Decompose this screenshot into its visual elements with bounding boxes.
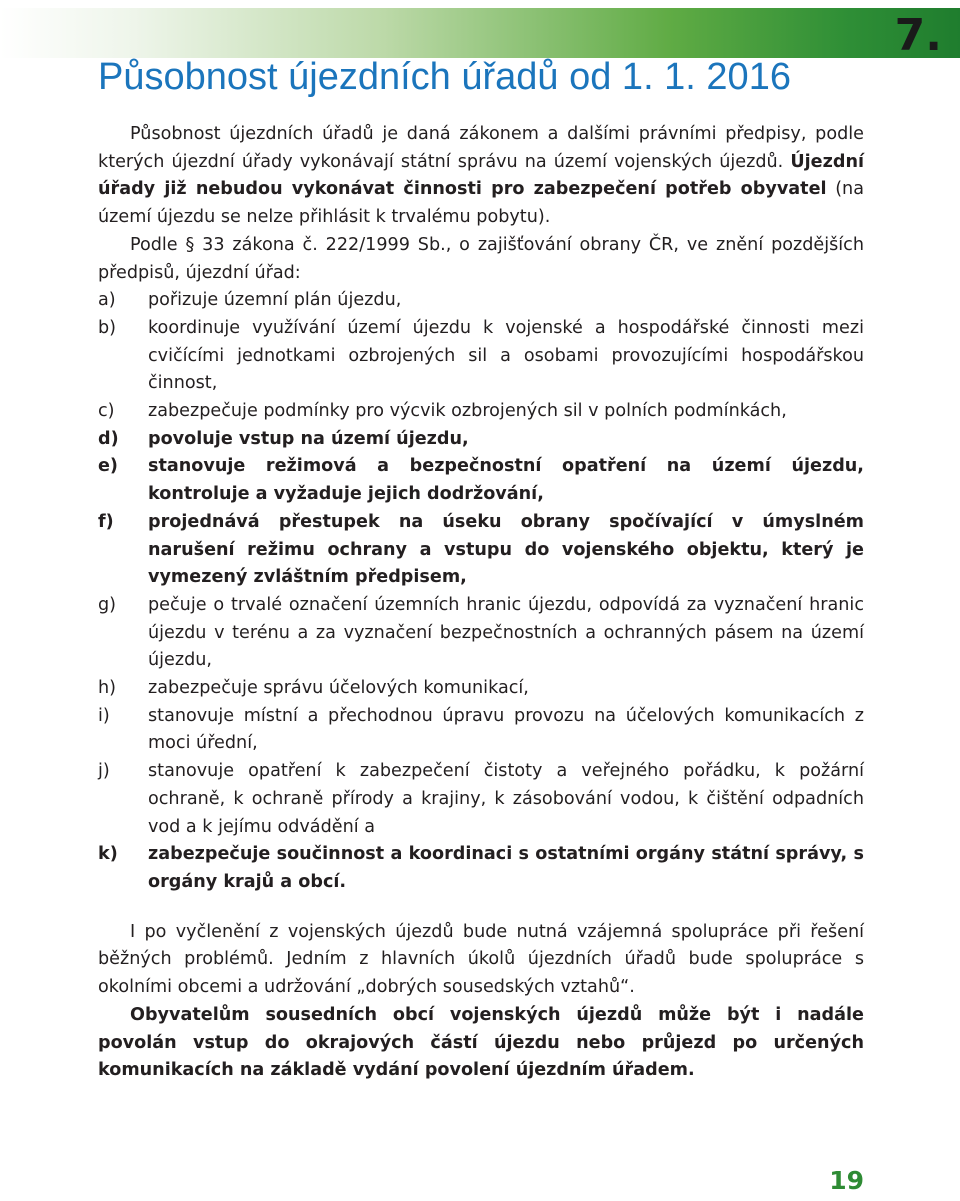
list-item xyxy=(98,426,864,454)
page-title: Působnost újezdních úřadů od 1. 1. 2016 xyxy=(98,56,791,98)
list-item-text: koordinuje využívání území újezdu k vojenské a hospodářské činnosti mezi cvičícími jednotkami ozbrojených sil a osobami provozujícími hospodářskou činnost, xyxy=(148,317,864,394)
list-marker: k) xyxy=(98,844,118,865)
list-item-text: povoluje vstup na území újezdu, xyxy=(148,428,469,449)
list-item xyxy=(98,841,864,896)
document-body xyxy=(98,121,864,1085)
list-item-text: stanovuje místní a přechodnou úpravu provozu na účelových komunikacích z moci úřední, xyxy=(148,705,864,754)
intro-text: Působnost újezdních úřadů je daná zákonem a dalšími právními předpisy, podle kterých újezdní úřady vykonávají státní správu na území vojenských újezdů. xyxy=(98,124,864,172)
intro-paragraph xyxy=(98,121,864,232)
list-item-text: zabezpečuje správu účelových komunikací, xyxy=(148,678,529,699)
list-item-text: zabezpečuje podmínky pro výcvik ozbrojených sil v polních podmínkách, xyxy=(148,401,787,422)
list-marker: g) xyxy=(98,594,117,615)
header-gradient-bar xyxy=(0,8,960,61)
list-item xyxy=(98,453,864,508)
list-item xyxy=(98,703,864,758)
list-item-text: stanovuje režimová a bezpečnostní opatření na území újezdu, kontroluje a vyžaduje jejich dodržování, xyxy=(148,456,864,505)
list-marker: e) xyxy=(98,456,118,477)
list-marker: j) xyxy=(98,761,110,782)
list-marker: d) xyxy=(98,428,119,449)
intro-emphasis: Újezdní úřady již nebudou vykonávat činnosti pro zabezpečení potřeb obyvatel xyxy=(98,151,864,200)
closing-bold-paragraph xyxy=(98,1002,864,1085)
intro-note: (na území újezdu se nelze přihlásit k trvalému pobytu). xyxy=(98,179,864,228)
closing-paragraph: I po vyčlenění z vojenských újezdů bude nutná vzájemná spolupráce při řešení běžných problémů. Jedním z hlavních úkolů újezdních úřadů bude spolupráce s okolními obcemi a udržování „dobrých sousedských vztahů“. xyxy=(98,921,864,998)
law-intro-paragraph: Podle § 33 zákona č. 222/1999 Sb., o zajišťování obrany ČR, ve znění pozdějších předpisů, újezdní úřad: xyxy=(98,234,864,283)
list-item xyxy=(98,287,864,315)
list-item xyxy=(98,315,864,398)
list-marker: a) xyxy=(98,290,116,311)
list-marker: b) xyxy=(98,317,117,338)
list-marker: f) xyxy=(98,511,114,532)
list-item-text: stanovuje opatření k zabezpečení čistoty a veřejného pořádku, k požární ochraně, k ochraně přírody a krajiny, k zásobování vodou, k čištění odpadních vod a k jejímu odvádění a xyxy=(148,761,864,837)
list-item-text: zabezpečuje součinnost a koordinaci s ostatními orgány státní správy, s orgány krajů a obcí. xyxy=(148,844,864,892)
list-marker: c) xyxy=(98,401,115,422)
list-marker: h) xyxy=(98,678,117,699)
list-item xyxy=(98,509,864,592)
list-item xyxy=(98,398,864,426)
list-marker: i) xyxy=(98,705,110,726)
list-item xyxy=(98,675,864,703)
closing-emphasis: Obyvatelům sousedních obcí vojenských újezdů může být i nadále povolán vstup do okrajových částí újezdu nebo průjezd po určených komunikacích na základě vydání povolení újezdním úřadem. xyxy=(98,1004,864,1081)
list-item-text: pořizuje územní plán újezdu, xyxy=(148,290,402,311)
list-item-text: pečuje o trvalé označení územních hranic újezdu, odpovídá za vyznačení hranic újezdu v terénu a za vyznačení bezpečnostních a ochranných pásem na území újezdu, xyxy=(148,594,864,671)
duties-list xyxy=(98,287,864,896)
chapter-number: 7. xyxy=(894,10,942,61)
list-item xyxy=(98,592,864,675)
page-number: 19 xyxy=(829,1166,864,1195)
list-item-text: projednává přestupek na úseku obrany spočívající v úmyslném narušení režimu ochrany a vstupu do vojenského objektu, který je vymezený zvláštním předpisem, xyxy=(148,511,864,588)
list-item xyxy=(98,758,864,841)
